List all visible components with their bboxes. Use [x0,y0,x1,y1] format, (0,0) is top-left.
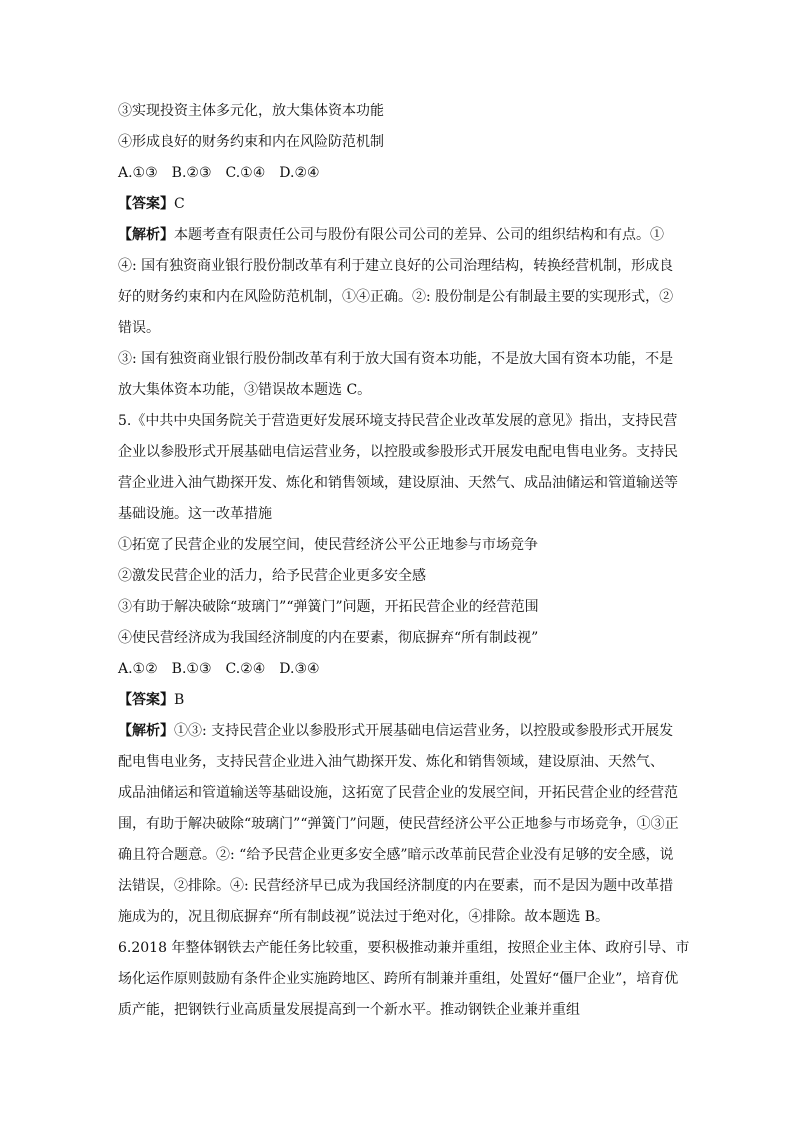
q5-item-2: ②激发民营企业的活力，给予民营企业更多安全感 [118,568,426,584]
q5-stem-line: 基础设施。这一改革措施 [118,506,272,522]
q5-option-a: A.①② [118,661,158,677]
q4-option-d: D.②④ [279,165,320,181]
q5-option-c: C.②④ [225,661,266,677]
q5-option-b: B.①③ [171,661,212,677]
q4-answer [118,189,678,220]
q4-analysis [118,220,678,406]
q5-analysis-line: 法错误，②排除。④: 民营经济早已成为我国经济制度的内在要素，而不是因为题中改革措 [118,878,674,894]
q5-stem-line: 5.《中共中央国务院关于营造更好发展环境支持民营企业改革发展的意见》指出，支持民营 [118,413,678,429]
q5-analysis-line: 配电售电业务，支持民营企业进入油气勘探开发、炼化和销售领域，建设原油、天然气、 [118,754,664,770]
q6-stem-line: 场化运作原则鼓励有条件企业实施跨地区、跨所有制兼并重组，处置好“僵尸企业”，培育优 [118,971,679,987]
q4-analysis-label: 【解析】 [118,227,174,243]
q5-stem [118,406,678,530]
q4-item-4: ④形成良好的财务约束和内在风险防范机制 [118,134,384,150]
q6-stem-line: 质产能，把钢铁行业高质量发展提高到一个新水平。推动钢铁企业兼并重组 [118,1002,580,1018]
q4-answer-value: C [174,196,185,212]
q5-stem-line: 营企业进入油气勘探开发、炼化和销售领域，建设原油、天然气、成品油储运和管道输送等 [118,475,678,491]
q4-analysis-line: 本题考查有限责任公司与股份有限公司公司的差异、公司的组织结构和有点。① [174,227,664,243]
q5-analysis-line: ①③: 支持民营企业以参股形式开展基础电信运营业务，以控股或参股形式开展发 [174,723,674,739]
q4-item-3: ③实现投资主体多元化，放大集体资本功能 [118,103,384,119]
q5-answer [118,685,678,716]
q4-analysis-line: 放大集体资本功能，③错误故本题选 C。 [118,382,372,398]
q4-answer-label: 【答案】 [118,196,174,212]
q5-stem-line: 企业以参股形式开展基础电信运营业务，以控股或参股形式开展发电配电售电业务。支持民 [118,444,678,460]
q4-option-a: A.①③ [118,165,158,181]
q5-item-4: ④使民营经济成为我国经济制度的内在要素，彻底摒弃“所有制歧视” [118,630,539,646]
q5-analysis-line: 施成为的，况且彻底摒弃“所有制歧视”说法过于绝对化，④排除。故本题选 B。 [118,909,610,925]
q5-analysis-label: 【解析】 [118,723,174,739]
q5-analysis-line: 围，有助于解决破除“玻璃门”“弹簧门”问题，使民营经济公平公正地参与市场竞争，①③正 [118,816,679,832]
q6-stem-line: 6.2018 年整体钢铁去产能任务比较重，要积极推动兼并重组，按照企业主体、政府引导、市 [118,940,690,956]
q5-item-3: ③有助于解决破除“玻璃门”“弹簧门”问题，开拓民营企业的经营范围 [118,599,539,615]
q4-analysis-line: ④: 国有独资商业银行股份制改革有利于建立良好的公司治理结构，转换经营机制，形成良 [118,258,674,274]
q5-analysis-line: 确且符合题意。②: “给予民营企业更多安全感”暗示改革前民营企业没有足够的安全感，说 [118,847,674,863]
q4-analysis-line: 好的财务约束和内在风险防范机制，①④正确。②: 股份制是公有制最主要的实现形式，② [118,289,674,305]
q4-options [118,158,678,189]
q5-answer-label: 【答案】 [118,692,174,708]
q5-option-d: D.③④ [279,661,320,677]
q5-analysis [118,716,678,933]
q4-option-c: C.①④ [225,165,266,181]
q4-option-b: B.②③ [171,165,212,181]
q5-item-1: ①拓宽了民营企业的发展空间，使民营经济公平公正地参与市场竞争 [118,537,538,553]
q5-options [118,654,678,685]
q4-analysis-line: 错误。 [118,320,160,336]
document-page [118,96,690,1026]
q4-analysis-line: ③: 国有独资商业银行股份制改革有利于放大国有资本功能，不是放大国有资本功能，不是 [118,351,674,367]
q5-answer-value: B [174,692,185,708]
q5-analysis-line: 成品油储运和管道输送等基础设施，这拓宽了民营企业的发展空间，开拓民营企业的经营范 [118,785,678,801]
q6-stem [118,933,690,1026]
